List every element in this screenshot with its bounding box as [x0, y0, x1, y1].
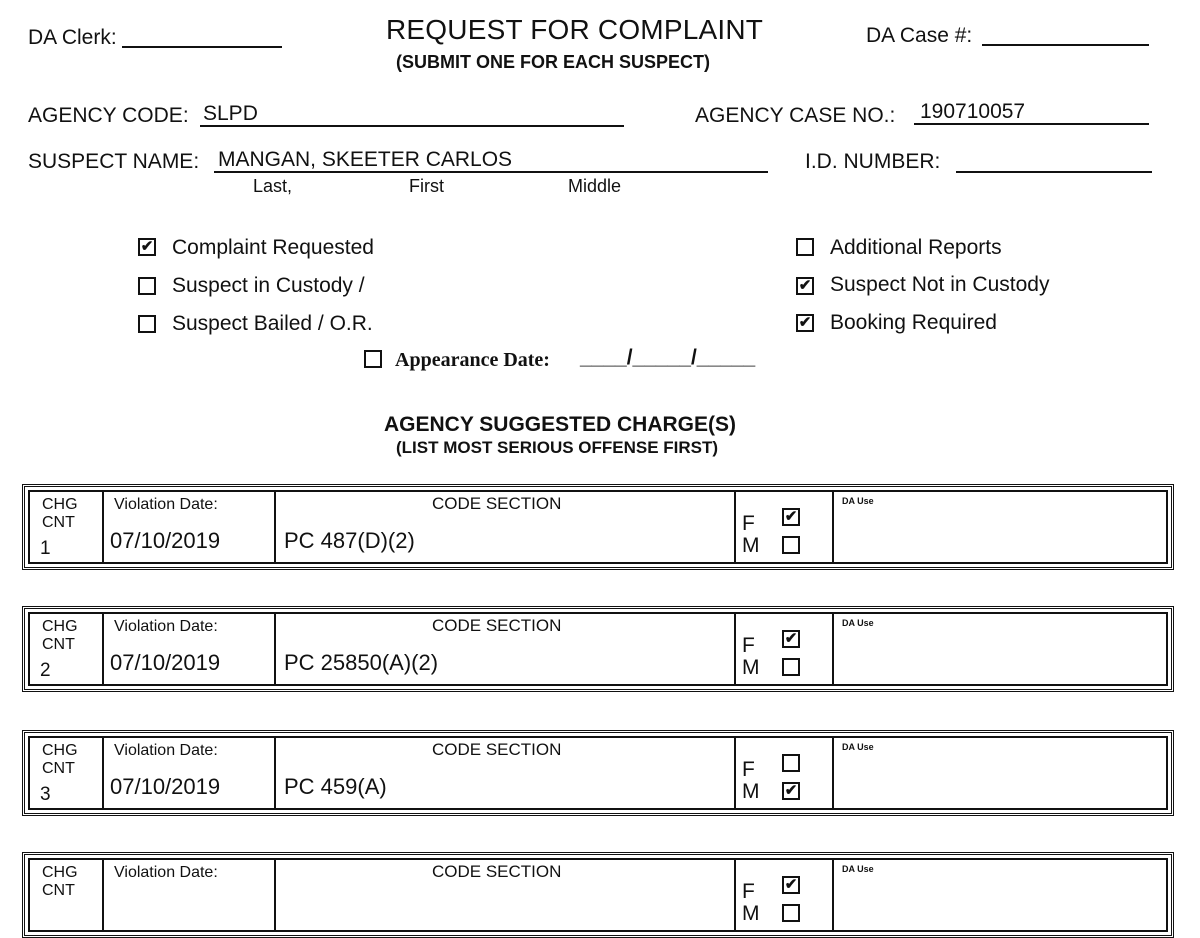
chg-label: CHG	[42, 742, 78, 759]
charge-count: 3	[40, 784, 51, 805]
agency-case-value[interactable]: 190710057	[920, 100, 1026, 123]
da-case-field[interactable]	[982, 44, 1149, 46]
complaint-requested-label: Complaint Requested	[172, 236, 374, 259]
name-sub-middle: Middle	[568, 176, 622, 196]
misdemeanor-label: M	[742, 780, 760, 803]
suspect-name-label: SUSPECT NAME:	[28, 150, 200, 173]
da-clerk-field[interactable]	[122, 46, 282, 48]
suspect-bailed-label: Suspect Bailed / O.R.	[172, 312, 373, 335]
charge-frame	[28, 612, 1168, 686]
code-section-cell	[274, 492, 736, 562]
suspect-not-in-custody-checkbox[interactable]: ✔	[796, 277, 814, 295]
da-use-label: DA Use	[842, 742, 874, 752]
da-use-label: DA Use	[842, 864, 874, 874]
violation-date-label: Violation Date:	[114, 496, 218, 513]
felony-checkbox[interactable]	[782, 754, 800, 772]
code-section-cell	[274, 860, 736, 930]
chg-label: CHG	[42, 496, 78, 513]
suspect-name-line	[214, 171, 768, 173]
violation-date-cell	[102, 492, 276, 562]
code-section-cell	[274, 614, 736, 684]
da-clerk-label: DA Clerk:	[28, 26, 117, 49]
chg-cnt-cell	[30, 614, 104, 684]
cnt-label: CNT	[42, 514, 75, 531]
misdemeanor-checkbox[interactable]	[782, 904, 800, 922]
da-use-label: DA Use	[842, 496, 874, 506]
charge-block	[22, 606, 1174, 692]
additional-reports-label: Additional Reports	[830, 236, 1002, 259]
code-section-label: CODE SECTION	[432, 862, 562, 881]
form-title: REQUEST FOR COMPLAINT	[386, 14, 764, 45]
misdemeanor-checkbox[interactable]: ✔	[782, 782, 800, 800]
complaint-requested-checkbox[interactable]: ✔	[138, 238, 156, 256]
violation-date-value[interactable]: 07/10/2019	[110, 774, 221, 799]
code-section-cell	[274, 738, 736, 808]
code-section-value[interactable]: PC 459(A)	[284, 774, 387, 799]
form-subtitle: (SUBMIT ONE FOR EACH SUSPECT)	[396, 52, 711, 72]
chg-cnt-cell	[30, 738, 104, 808]
suspect-not-in-custody-label: Suspect Not in Custody	[830, 273, 1050, 296]
felony-checkbox[interactable]: ✔	[782, 876, 800, 894]
chg-cnt-cell	[30, 860, 104, 930]
charges-title: AGENCY SUGGESTED CHARGE(S)	[384, 413, 736, 436]
felony-label: F	[742, 512, 755, 535]
violation-date-label: Violation Date:	[114, 864, 218, 881]
booking-required-checkbox[interactable]: ✔	[796, 314, 814, 332]
misdemeanor-label: M	[742, 534, 760, 557]
id-number-field[interactable]	[956, 171, 1152, 173]
agency-code-value[interactable]: SLPD	[203, 102, 258, 125]
violation-date-value[interactable]: 07/10/2019	[110, 650, 221, 675]
charge-block	[22, 852, 1174, 938]
violation-date-cell	[102, 860, 276, 930]
violation-date-label: Violation Date:	[114, 618, 218, 635]
violation-date-value[interactable]: 07/10/2019	[110, 528, 221, 553]
appearance-date-label: Appearance Date:	[395, 349, 550, 371]
chg-cnt-cell	[30, 492, 104, 562]
additional-reports-checkbox[interactable]	[796, 238, 814, 256]
violation-date-cell	[102, 738, 276, 808]
charge-frame	[28, 858, 1168, 932]
cnt-label: CNT	[42, 760, 75, 777]
misdemeanor-label: M	[742, 656, 760, 679]
suspect-in-custody-checkbox[interactable]	[138, 277, 156, 295]
agency-code-label: AGENCY CODE:	[28, 104, 189, 127]
appearance-date-checkbox[interactable]	[364, 350, 382, 368]
felony-label: F	[742, 634, 755, 657]
chg-label: CHG	[42, 618, 78, 635]
felony-label: F	[742, 758, 755, 781]
felony-checkbox[interactable]: ✔	[782, 630, 800, 648]
violation-date-label: Violation Date:	[114, 742, 218, 759]
felony-label: F	[742, 880, 755, 903]
charge-count: 1	[40, 538, 51, 559]
booking-required-label: Booking Required	[830, 311, 997, 334]
code-section-label: CODE SECTION	[432, 616, 562, 635]
felony-checkbox[interactable]: ✔	[782, 508, 800, 526]
cnt-label: CNT	[42, 882, 75, 899]
charge-count: 2	[40, 660, 51, 681]
name-sub-last: Last,	[253, 176, 293, 196]
id-number-label: I.D. NUMBER:	[805, 150, 941, 173]
code-section-value[interactable]: PC 25850(A)(2)	[284, 650, 439, 675]
charge-frame	[28, 490, 1168, 564]
misdemeanor-checkbox[interactable]	[782, 536, 800, 554]
suspect-in-custody-label: Suspect in Custody /	[172, 274, 365, 297]
suspect-bailed-checkbox[interactable]	[138, 315, 156, 333]
fm-cell	[734, 860, 834, 930]
charge-frame	[28, 736, 1168, 810]
charge-block	[22, 730, 1174, 816]
violation-date-cell	[102, 614, 276, 684]
code-section-label: CODE SECTION	[432, 740, 562, 759]
appearance-date-field[interactable]: ____/_____/_____	[580, 346, 756, 369]
suspect-name-value[interactable]: MANGAN, SKEETER CARLOS	[218, 148, 513, 171]
da-case-label: DA Case #:	[866, 24, 973, 47]
code-section-label: CODE SECTION	[432, 494, 562, 513]
misdemeanor-label: M	[742, 902, 760, 925]
charges-subtitle: (LIST MOST SERIOUS OFFENSE FIRST)	[396, 438, 719, 457]
code-section-value[interactable]: PC 487(D)(2)	[284, 528, 415, 553]
misdemeanor-checkbox[interactable]	[782, 658, 800, 676]
cnt-label: CNT	[42, 636, 75, 653]
agency-case-line	[914, 123, 1149, 125]
agency-code-line	[200, 125, 624, 127]
name-sub-first: First	[409, 176, 444, 196]
da-use-label: DA Use	[842, 618, 874, 628]
charge-block	[22, 484, 1174, 570]
agency-case-label: AGENCY CASE NO.:	[695, 104, 896, 127]
chg-label: CHG	[42, 864, 78, 881]
fm-cell	[734, 738, 834, 808]
fm-cell	[734, 492, 834, 562]
fm-cell	[734, 614, 834, 684]
